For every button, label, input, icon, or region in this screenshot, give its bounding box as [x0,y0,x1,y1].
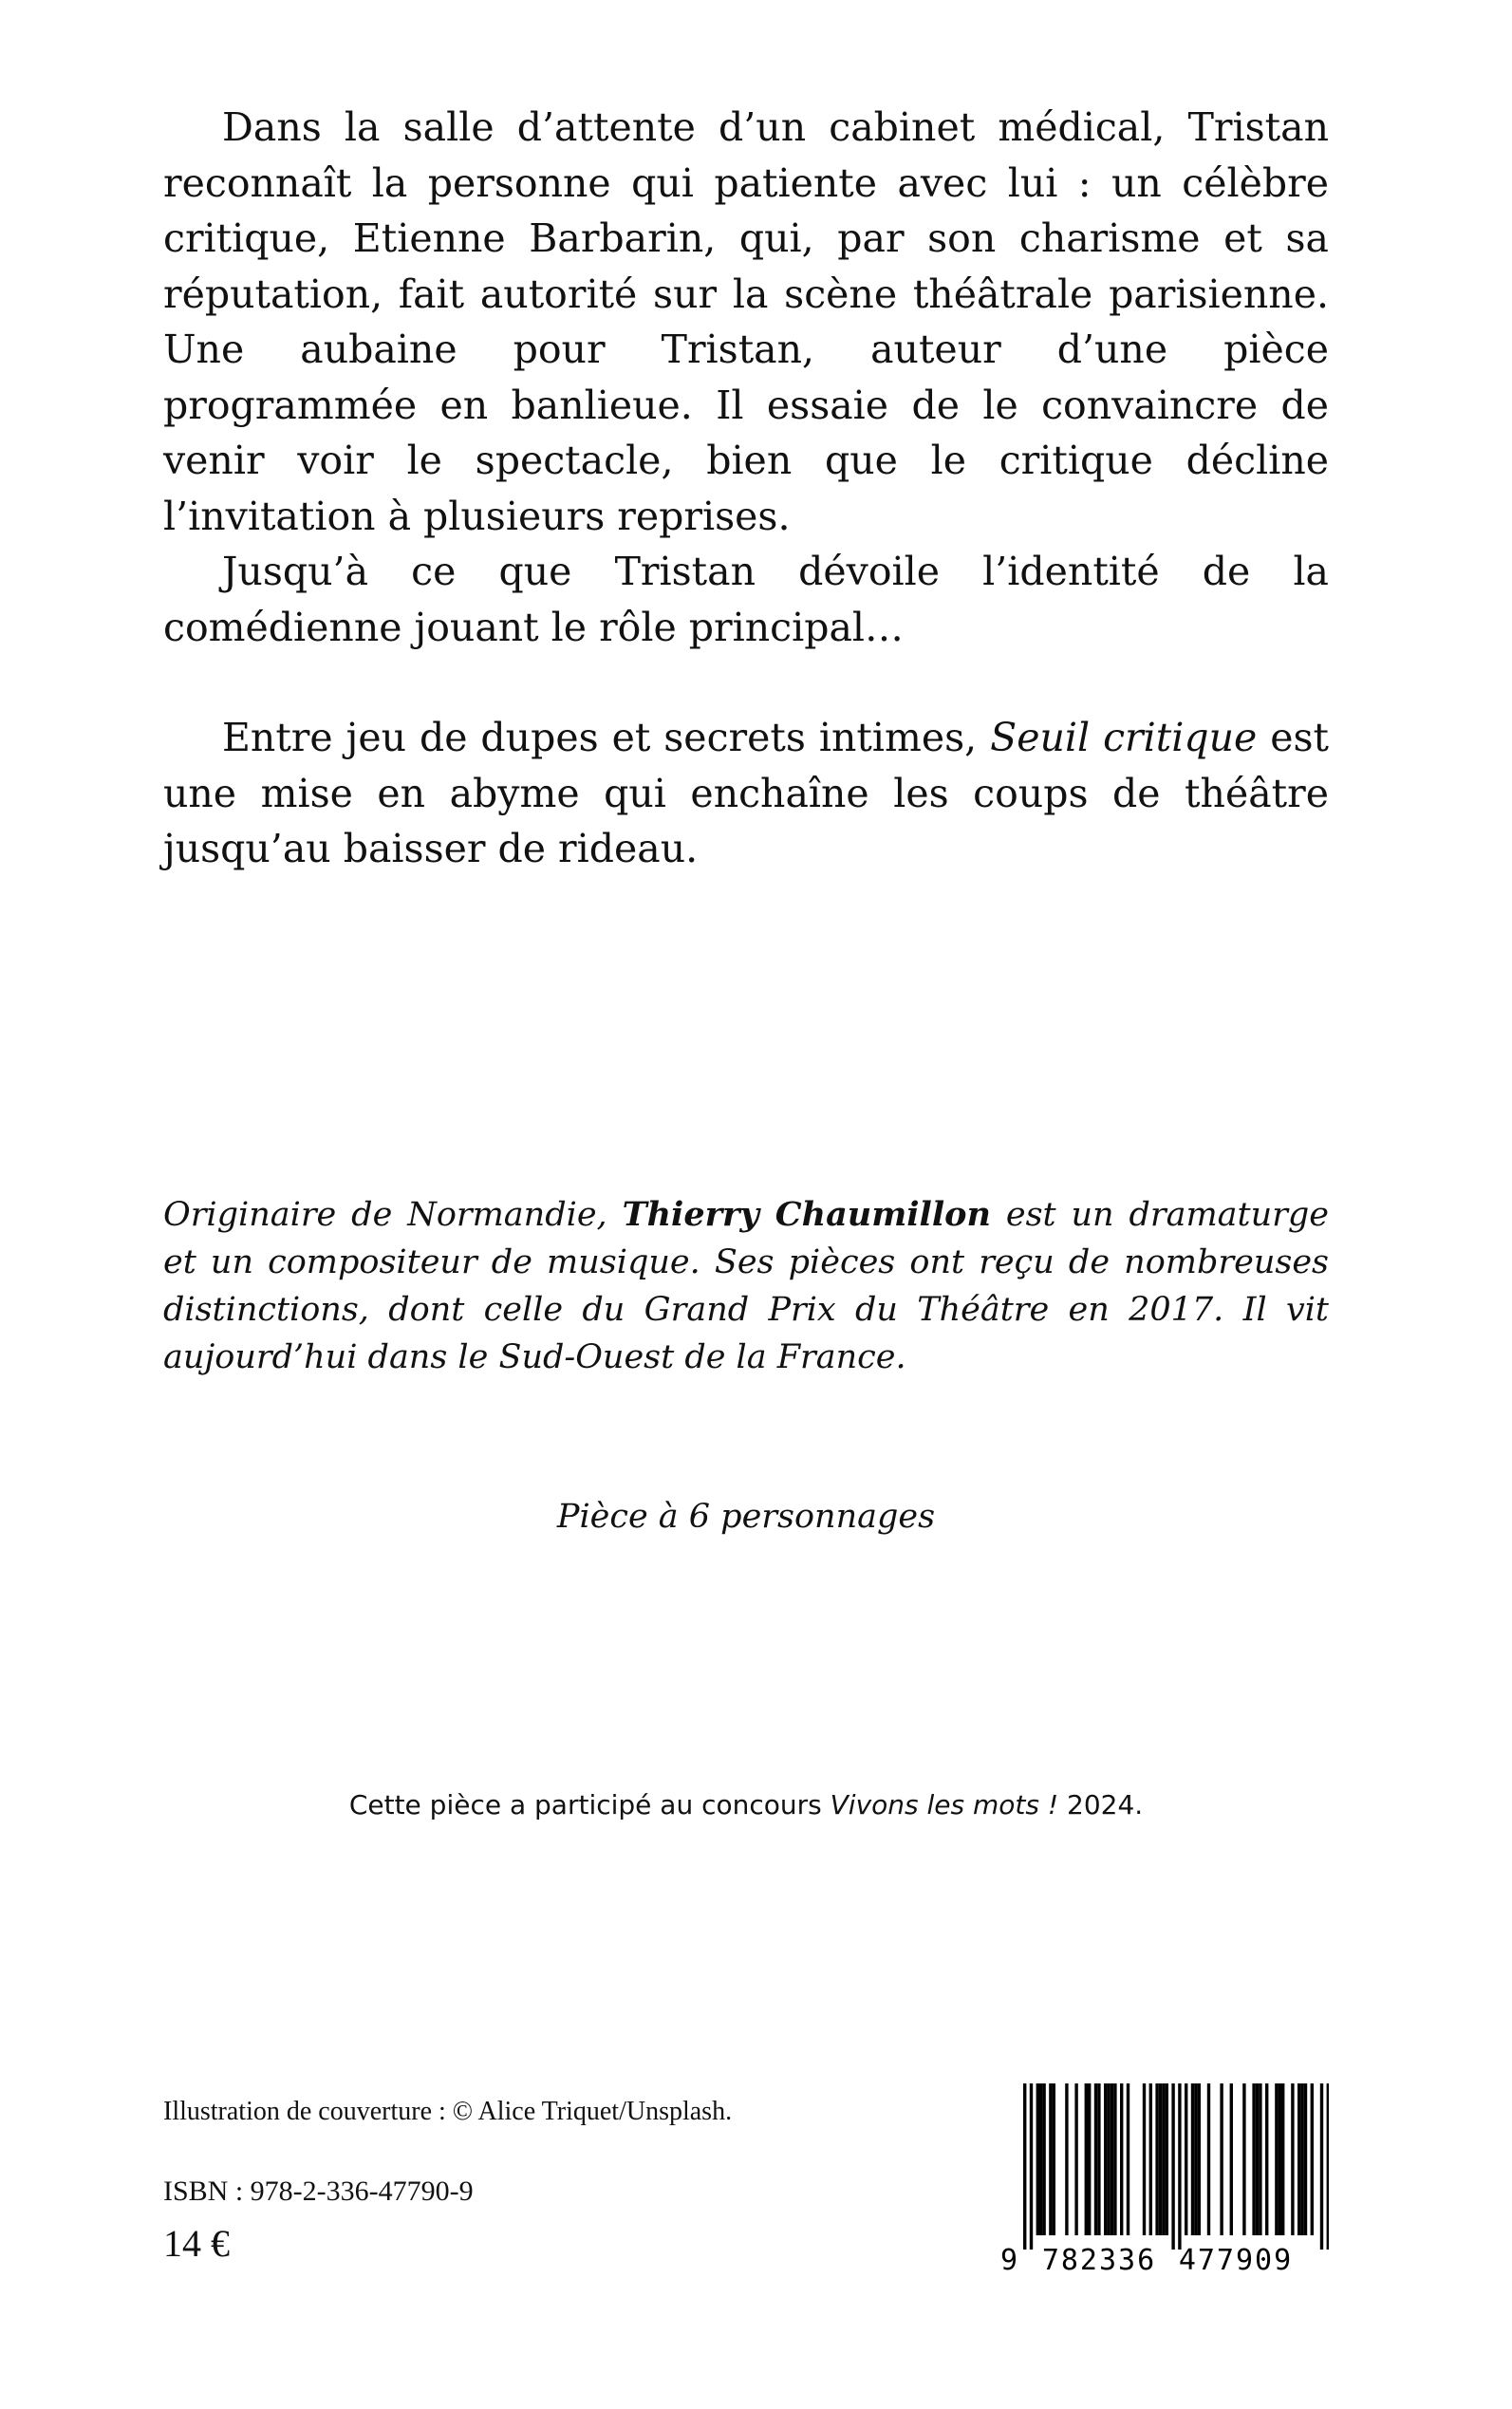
barcode-bar [1252,2083,1255,2235]
barcode-guard-bar [1023,2083,1026,2250]
barcode [995,2083,1329,2273]
barcode-guard-bar [1327,2083,1329,2250]
barcode-bar [1053,2083,1055,2235]
barcode-bar [1039,2083,1042,2235]
isbn: ISBN : 978-2-336-47790-9 [163,2176,474,2207]
barcode-bar [1300,2083,1303,2235]
barcode-bar [1113,2083,1116,2235]
barcode-bar [1230,2083,1233,2235]
barcode-bar [1259,2083,1261,2235]
barcode-guard-bar [1171,2083,1174,2250]
play-title: Seuil critique [990,715,1258,760]
barcode-bar [1088,2083,1091,2235]
barcode-bar [1149,2083,1152,2235]
contest-note [163,1786,1329,1824]
barcode-bar [1198,2083,1201,2235]
barcode-bar [1111,2083,1113,2235]
synopsis-paragraph-3 [163,710,1329,877]
author-bio [163,1191,1329,1381]
synopsis-paragraph-2: Jusqu’à ce que Tristan dévoile l’identité de la comédienne jouant le rôle principal… [163,549,1329,650]
barcode-bar [1162,2083,1165,2235]
synopsis-text: Entre jeu de dupes et secrets intimes, [222,715,991,760]
barcode-guard-bar [1030,2083,1033,2250]
barcode-bar [1120,2083,1123,2235]
contest-text: 2024. [1058,1789,1144,1821]
barcode-first-digit: 9 [1000,2244,1018,2273]
barcode-bar [1194,2083,1197,2235]
barcode-bar [1143,2083,1146,2235]
barcode-guard-bar [1320,2083,1323,2250]
barcode-bar [1220,2083,1223,2235]
barcode-bar [1074,2083,1077,2235]
author-name: Thierry Chaumillon [622,1195,991,1234]
barcode-bar [1311,2083,1314,2235]
barcode-bar [1279,2083,1281,2235]
barcode-bar [1281,2083,1284,2235]
cast-count: Pièce à 6 personnages [556,1498,936,1536]
barcode-bar [1159,2083,1162,2235]
barcode-bar [1094,2083,1097,2235]
barcode-bar [1155,2083,1158,2235]
bio-text: Originaire de Normandie, [163,1196,623,1234]
barcode-bar [1107,2083,1110,2235]
barcode-guard-bar [1178,2083,1181,2250]
barcode-bar [1065,2083,1068,2235]
bio-text: est un dramaturge et un compositeur de musique. Ses pièces ont reçu de nombreuses distinctions, dont celle du Grand Prix du Théâtre en 2017. Il vit aujourd’hui dans le Sud-Ouest de la France. [163,1196,1330,1376]
synopsis-text: est une mise en abyme qui enchaîne les coups de théâtre jusqu’au baisser de rideau. [163,715,1329,871]
barcode-bar [1242,2083,1245,2235]
barcode-bar [1191,2083,1194,2235]
barcode-bar [1291,2083,1294,2235]
barcode-bar [1256,2083,1259,2235]
price: 14 € [163,2222,230,2265]
barcode-bar [1097,2083,1100,2235]
barcode-bar [1275,2083,1278,2235]
barcode-bar [1127,2083,1129,2235]
barcode-bar [1104,2083,1107,2235]
barcode-bar [1166,2083,1168,2235]
contest-text: Cette pièce a participé au concours [348,1789,831,1821]
synopsis-paragraph-1: Dans la salle d’attente d’un cabinet médical, Tristan reconnaît la personne qui patiente avec lui : un célèbre critique, Etienne Barbarin, qui, par son charisme et sa réputation, fait autorité sur la scène théâtrale parisienne. Une aubaine pour Tristan, auteur d’une pièce programmée en banlieue. Il essaie de le convaincre de venir voir le spectacle, bien que le critique décline l’invitation à plusieurs reprises. [163,104,1329,539]
barcode-bar [1085,2083,1088,2235]
synopsis [163,100,1329,877]
cover-credit: Illustration de couverture : © Alice Triquet/Unsplash. [163,2097,733,2126]
contest-name: Vivons les mots ! [830,1789,1059,1821]
barcode-bar [1036,2083,1039,2235]
barcode-bars [1023,2083,1329,2250]
barcode-bar [1185,2083,1187,2235]
barcode-bar [1304,2083,1307,2235]
barcode-bar [1042,2083,1045,2235]
barcode-left-digits: 782336 [1041,2244,1157,2273]
barcode-bar [1049,2083,1052,2235]
barcode-bar [1297,2083,1300,2235]
barcode-right-digits: 477909 [1178,2244,1294,2273]
barcode-bar [1207,2083,1210,2235]
barcode-bar [1265,2083,1268,2235]
